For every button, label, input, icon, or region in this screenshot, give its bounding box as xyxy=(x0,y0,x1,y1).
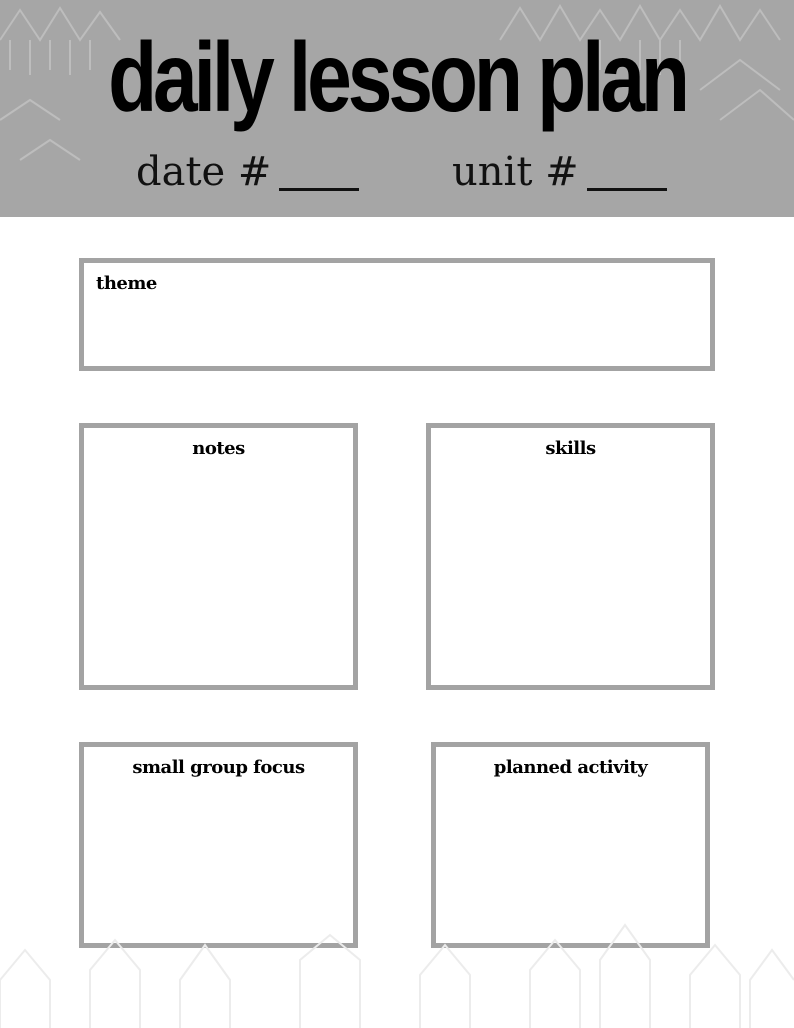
page-title: daily lesson plan xyxy=(108,22,686,132)
unit-field[interactable] xyxy=(452,146,667,198)
theme-label: theme xyxy=(96,273,157,294)
date-blank[interactable] xyxy=(279,188,359,191)
small-group-focus-box[interactable] xyxy=(79,742,358,948)
planned-activity-label: planned activity xyxy=(493,757,648,778)
theme-box[interactable] xyxy=(79,258,715,371)
notes-box[interactable] xyxy=(79,423,358,690)
planned-activity-box[interactable] xyxy=(431,742,710,948)
date-label: date # xyxy=(136,149,272,195)
unit-label: unit # xyxy=(452,149,579,195)
skills-box[interactable] xyxy=(426,423,715,690)
header-band xyxy=(0,0,794,217)
unit-blank[interactable] xyxy=(587,188,667,191)
small-group-focus-label: small group focus xyxy=(132,757,305,778)
date-field[interactable] xyxy=(136,146,359,198)
skills-label: skills xyxy=(545,438,596,459)
pencil-pattern-icon xyxy=(0,920,794,1028)
notes-label: notes xyxy=(192,438,245,459)
